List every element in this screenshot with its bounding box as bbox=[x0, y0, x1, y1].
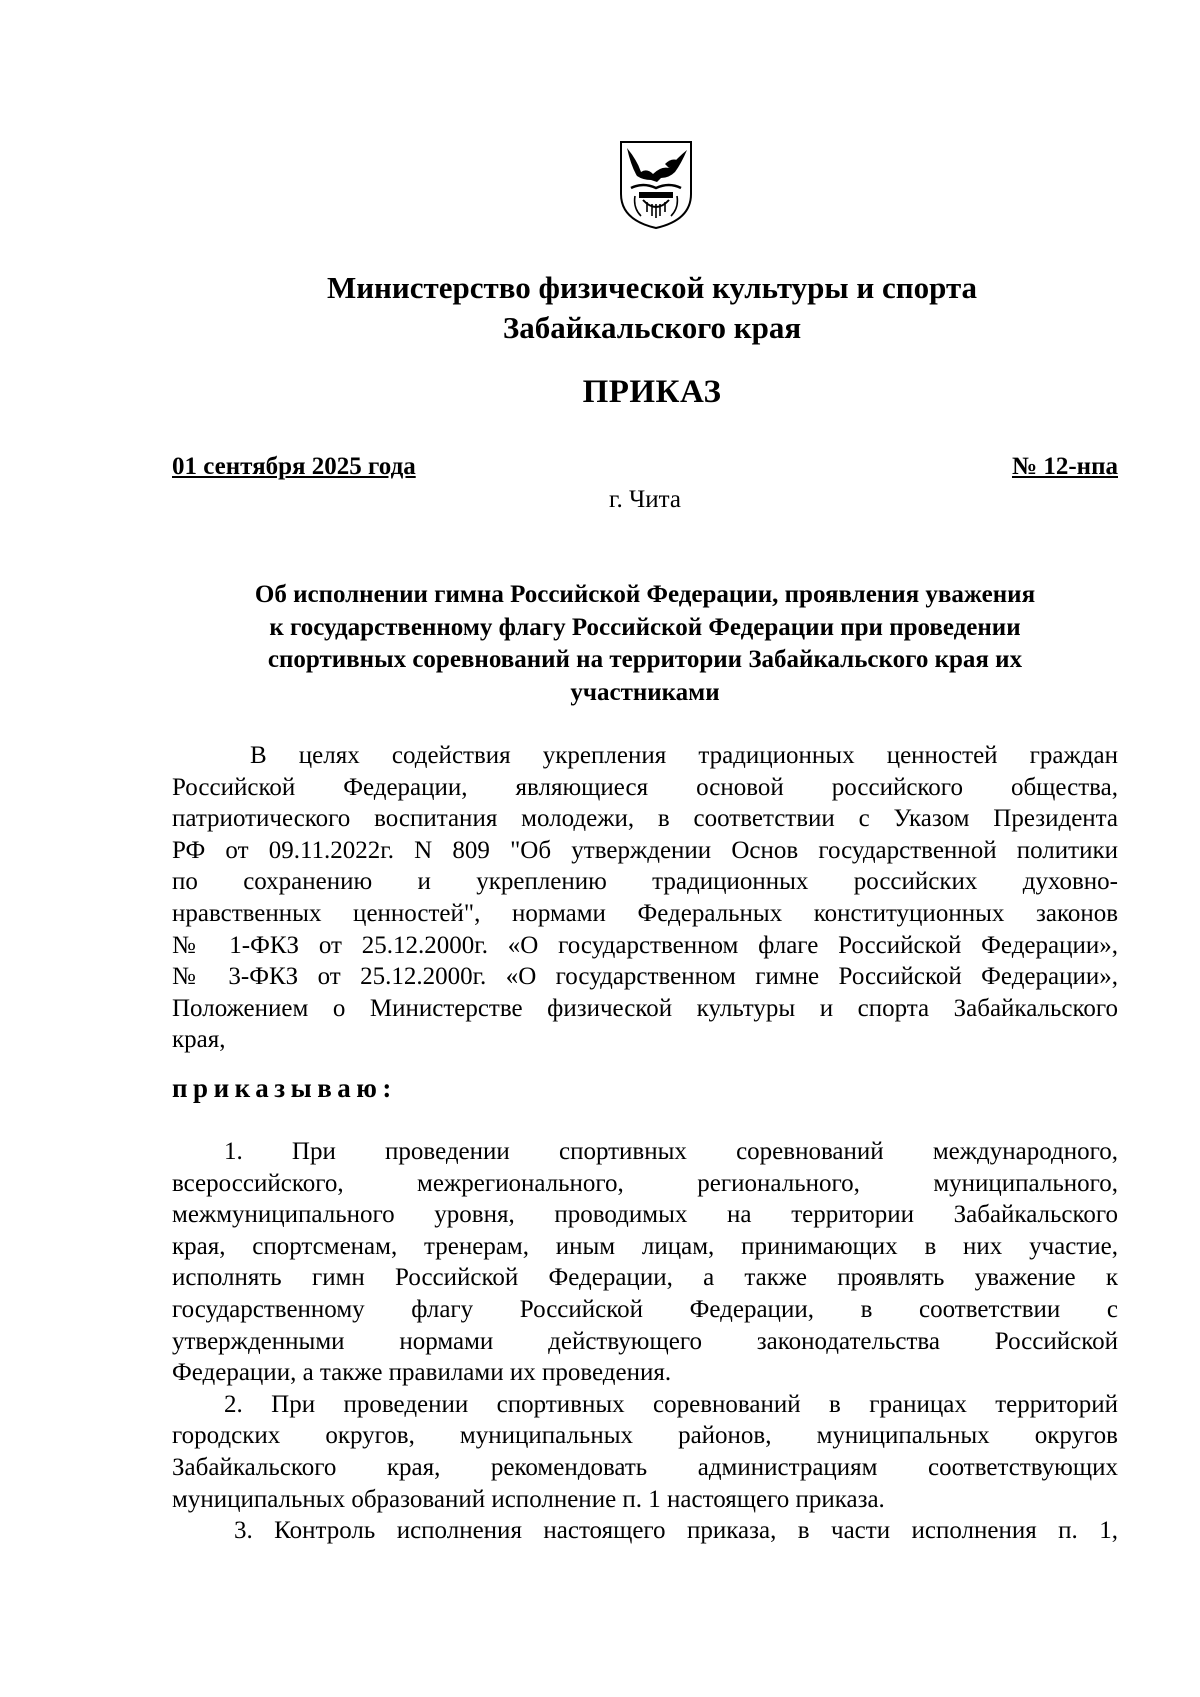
document-number: № 12-нпа bbox=[1011, 453, 1118, 480]
item-1-line: 1. При проведении спортивных соревнований международного, bbox=[224, 1138, 1118, 1165]
preamble-line: № 1-ФКЗ от 25.12.2000г. «О государственном флаге Российской Федерации», bbox=[172, 931, 1118, 959]
preamble-line: В целях содействия укрепления традиционных ценностей граждан bbox=[250, 742, 1118, 769]
document-city: г. Чита bbox=[609, 486, 681, 513]
item-1-line: Федерации, а также правилами их проведения. bbox=[172, 1359, 672, 1387]
item-1-line: утвержденными нормами действующего законодательства Российской bbox=[172, 1327, 1118, 1355]
preamble-line: Положением о Министерстве физической культуры и спорта Забайкальского bbox=[172, 994, 1118, 1022]
item-2-line: городских округов, муниципальных районов, муниципальных округов bbox=[172, 1422, 1118, 1450]
item-3-line: 3. Контроль исполнения настоящего приказа, в части исполнения п. 1, bbox=[234, 1517, 1118, 1545]
document-date: 01 сентября 2025 года bbox=[172, 453, 416, 480]
item-1-line: края, спортсменам, тренерам, иным лицам, принимающих в них участие, bbox=[172, 1232, 1118, 1260]
title-line: участниками bbox=[570, 678, 720, 706]
preamble-line: РФ от 09.11.2022г. N 809 "Об утверждении Основ государственной политики bbox=[172, 836, 1118, 864]
item-2-line: 2. При проведении спортивных соревнований в границах территорий bbox=[224, 1390, 1118, 1418]
preamble-line: патриотического воспитания молодежи, в соответствии с Указом Президента bbox=[172, 805, 1118, 833]
preamble-line: по сохранению и укреплению традиционных российских духовно- bbox=[172, 868, 1118, 896]
item-1-line: межмуниципального уровня, проводимых на территории Забайкальского bbox=[172, 1201, 1118, 1229]
item-1-line: государственному флагу Российской Федерации, в соответствии с bbox=[172, 1295, 1118, 1323]
document-type: ПРИКАЗ bbox=[582, 374, 722, 410]
order-word: приказываю: bbox=[172, 1073, 397, 1103]
item-2-line: муниципальных образований исполнение п. 1 настоящего приказа. bbox=[172, 1485, 885, 1513]
preamble-line: нравственных ценностей", нормами Федеральных конституционных законов bbox=[172, 899, 1118, 927]
title-line: Об исполнении гимна Российской Федерации, проявления уважения bbox=[254, 581, 1036, 608]
coat-of-arms-icon bbox=[617, 138, 695, 230]
organization-name-line2: Забайкальского края bbox=[502, 310, 802, 345]
preamble-line: № 3-ФКЗ от 25.12.2000г. «О государственном гимне Российской Федерации», bbox=[172, 963, 1118, 991]
title-line: спортивных соревнований на территории Забайкальского края их bbox=[267, 646, 1023, 673]
item-1-line: исполнять гимн Российской Федерации, а также проявлять уважение к bbox=[172, 1264, 1118, 1292]
item-1-line: всероссийского, межрегионального, регионального, муниципального, bbox=[172, 1169, 1118, 1197]
preamble-paragraph bbox=[172, 740, 1118, 1056]
item-2-line: Забайкальского края, рекомендовать администрациям соответствующих bbox=[172, 1453, 1118, 1481]
organization-name-line1: Министерство физической культуры и спорта bbox=[326, 270, 978, 305]
title-line: к государственному флагу Российской Федерации при проведении bbox=[269, 613, 1021, 641]
order-items bbox=[172, 1136, 1118, 1547]
preamble-line: Российской Федерации, являющиеся основой российского общества, bbox=[172, 773, 1118, 801]
document-title bbox=[172, 579, 1118, 709]
preamble-line: края, bbox=[172, 1026, 226, 1054]
